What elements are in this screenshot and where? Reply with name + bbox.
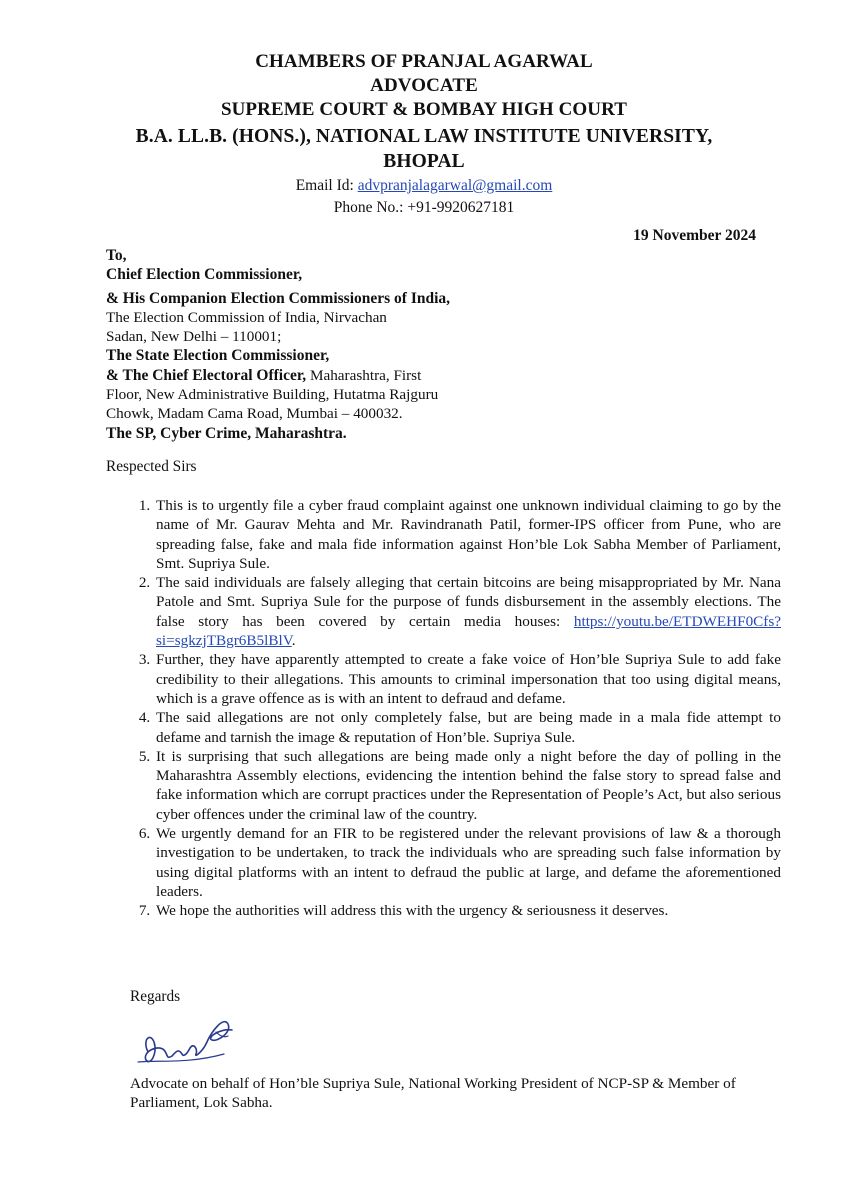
signature-icon [128, 1002, 248, 1074]
salutation: Respected Sirs [106, 458, 197, 475]
email-line [0, 175, 848, 197]
recipient-eci-address-1: The Election Commission of India, Nirvachan [106, 308, 387, 326]
qualification-city: BHOPAL [383, 151, 465, 172]
point-2 [154, 573, 781, 650]
point-1: 1. This is to urgently file a cyber fraud complaint against one unknown individual claiming to go by the name of Mr. Gaurav Mehta and Mr. Ravindranath Patil, former-IPS officer from Pune, who are spreading false, fake and mala fide information against Hon’ble Lok Sabha Member of Parliament, Smt. Supriya Sule. [154, 496, 781, 573]
designation: ADVOCATE [370, 75, 478, 96]
recipient-sec: The State Election Commissioner, [106, 347, 330, 365]
to-label: To, [106, 247, 127, 264]
point-3: 3. Further, they have apparently attempted to create a fake voice of Hon’ble Supriya Sule to add fake credibility to their allegations. This amounts to criminal impersonation that too using digital means, which is a grave offence as is with an intent to defraud and defame. [154, 650, 781, 708]
qualification: B.A. LL.B. (HONS.), NATIONAL LAW INSTITUTE UNIVERSITY, [135, 126, 713, 147]
regards: Regards [130, 988, 181, 1005]
point-2-text: The said individuals are falsely alleging that certain bitcoins are being misappropriated by Mr. Nana Patole and Smt. Supriya Sule for the purpose of funds disbursement in the assembly elections. The false story has been covered by certain media houses: [156, 574, 781, 630]
recipient-cec: Chief Election Commissioner, [106, 266, 303, 284]
recipient-ceo-line [106, 366, 666, 385]
point-6: 6. We urgently demand for an FIR to be registered under the relevant provisions of law & a thorough investigation to be undertaken, to track the individuals who are spreading such false information by using digital platforms with an intent to defraud the public at large, and defame the aforementioned leaders. [154, 824, 781, 901]
courts: SUPREME COURT & BOMBAY HIGH COURT [220, 99, 628, 120]
recipient-ceo-state: Maharashtra, First [306, 366, 422, 384]
chambers-name: CHAMBERS OF PRANJAL AGARWAL [255, 51, 593, 72]
youtube-link[interactable]: https://youtu.be/ETDWEHF0Cfs?si=sgkzjTBgr6B5lBlV [156, 612, 781, 650]
point-4: 4. The said allegations are not only completely false, but are being made in a mala fide attempt to defame and tarnish the image & reputation of Hon’ble. Supriya Sule. [154, 708, 781, 747]
recipient-sp-cyber: The SP, Cyber Crime, Maharashtra. [106, 424, 347, 442]
complaint-points [130, 496, 781, 921]
recipient-eci-address-2: Sadan, New Delhi – 110001; [106, 328, 282, 346]
recipient-ceo-address-2: Chowk, Madam Cama Road, Mumbai – 400032. [106, 405, 403, 423]
letter-date: 19 November 2024 [633, 227, 756, 244]
point-5: 5. It is surprising that such allegations are being made only a night before the day of polling in the Maharashtra Assembly elections, evidencing the intention behind the false story to spread false and fake information which are corrupt practices under the Representation of People’s Act, but also serious cyber offences under the criminal law of the country. [154, 747, 781, 824]
closing-designation: Advocate on behalf of Hon’ble Supriya Sule, National Working President of NCP-SP & Member of Parliament, Lok Sabha. [130, 1075, 736, 1112]
phone-line: Phone No.: +91-9920627181 [333, 199, 515, 216]
point-7: 7. We hope the authorities will address this with the urgency & seriousness it deserves. [154, 901, 781, 920]
point-2-end: . [291, 632, 296, 650]
recipients-block [106, 246, 666, 443]
recipient-companion-ecs: & His Companion Election Commissioners of India, [106, 289, 451, 307]
letterhead [0, 50, 848, 219]
recipient-ceo: & The Chief Electoral Officer, [106, 366, 307, 384]
email-label: Email Id: [295, 177, 358, 194]
email-link[interactable]: advpranjalagarwal@gmail.com [357, 177, 553, 194]
recipient-ceo-address-1: Floor, New Administrative Building, Hutatma Rajguru [106, 386, 439, 404]
